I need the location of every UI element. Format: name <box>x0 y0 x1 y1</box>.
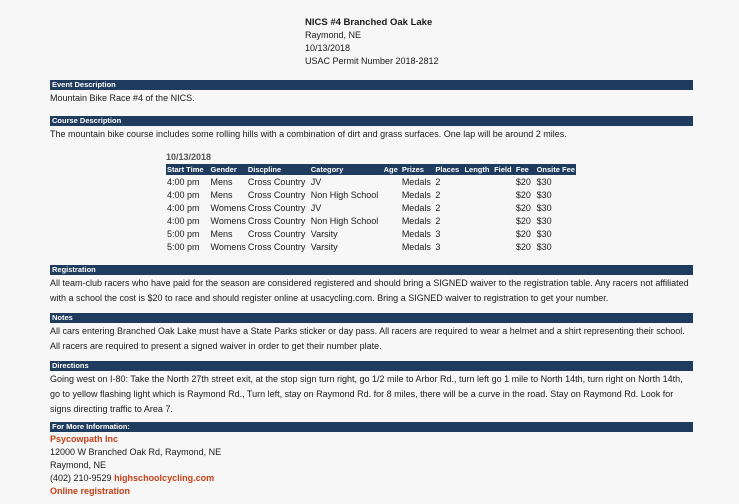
table-cell: $30 <box>536 202 552 213</box>
registration-heading: Registration <box>50 265 693 275</box>
notes-text: All cars entering Branched Oak Lake must have a State Parks sticker or day pass. All racers are required to wear a helmet and a shirt representing their school. All racers are required to present a signed waiver in order to get their number plate. <box>50 326 685 351</box>
table-cell: Cross Country <box>247 228 306 239</box>
table-cell: Varsity <box>310 241 338 252</box>
table-cell: Mens <box>210 228 233 239</box>
table-cell: 4:00 pm <box>167 176 200 187</box>
table-cell <box>493 214 515 227</box>
table-cell: JV <box>310 176 322 187</box>
event-description-section <box>50 80 693 106</box>
organizer-city: Raymond, NE <box>50 460 107 470</box>
table-cell: JV <box>310 202 322 213</box>
notes-section <box>50 313 693 354</box>
column-header: Discpline <box>247 164 310 175</box>
table-cell: Cross Country <box>247 176 306 187</box>
table-cell: $20 <box>515 241 531 252</box>
table-cell: Medals <box>401 189 431 200</box>
column-header: Prizes <box>401 164 435 175</box>
column-header: Gender <box>209 164 246 175</box>
column-header: Fee <box>515 164 536 175</box>
organizer-address: 12000 W Branched Oak Rd, Raymond, NE <box>50 447 222 457</box>
table-cell <box>463 214 493 227</box>
course-description-heading: Course Description <box>50 116 693 126</box>
column-header: Category <box>310 164 383 175</box>
table-cell: 2 <box>435 189 441 200</box>
event-description-heading: Event Description <box>50 80 693 90</box>
table-cell: Cross Country <box>247 189 306 200</box>
organizer-contact <box>50 472 693 485</box>
table-row <box>166 188 576 201</box>
table-cell <box>463 175 493 188</box>
registration-text: All team-club racers who have paid for the season are considered registered and should bring a SIGNED waiver to the registration table. Any racers not affiliated with a school the cost is $20 to race and should register online at usacycling.com. Bring a SIGNED waiver to registration to get your number. <box>50 278 689 303</box>
table-cell: Womens <box>210 241 246 252</box>
table-cell: Medals <box>401 176 431 187</box>
table-cell <box>463 240 493 253</box>
directions-text: Going west on I-80: Take the North 27th street exit, at the stop sign turn right, go 1/2 mile to Arbor Rd., turn left go 1 mile to North 14th, turn right on North 14th, go to yellow flashing light which is Raymond Rd., Turn left, stay on Raymond Rd. for 8 miles, there will be a curve in the road. Stay on Raymond Rd. Look for signs directing traffic to Area 7. <box>50 374 683 414</box>
website-link[interactable]: highschoolcycling.com <box>114 473 215 483</box>
race-table <box>166 164 576 253</box>
table-row <box>166 227 576 240</box>
table-row <box>166 240 576 253</box>
organizer-phone: (402) 210-9529 <box>50 473 112 483</box>
table-row <box>166 201 576 214</box>
table-cell: 4:00 pm <box>167 189 200 200</box>
table-cell: 3 <box>435 241 441 252</box>
more-info-section <box>50 422 693 498</box>
table-cell: Cross Country <box>247 241 306 252</box>
table-cell: Varsity <box>310 228 338 239</box>
table-cell: 2 <box>435 215 441 226</box>
table-cell: 5:00 pm <box>167 241 200 252</box>
table-cell: 4:00 pm <box>167 215 200 226</box>
race-table-header <box>166 164 576 175</box>
table-cell: $20 <box>515 176 531 187</box>
table-cell: Womens <box>210 215 246 226</box>
table-cell: $30 <box>536 241 552 252</box>
course-description-text: The mountain bike course includes some rolling hills with a combination of dirt and grass surfaces. One lap will be around 2 miles. <box>50 129 567 139</box>
event-location: Raymond, NE <box>305 30 362 40</box>
table-cell <box>463 227 493 240</box>
table-cell: Medals <box>401 215 431 226</box>
organizer-link[interactable]: Psycowpath Inc <box>50 434 119 444</box>
table-cell: 2 <box>435 202 441 213</box>
table-cell: Mens <box>210 189 233 200</box>
table-cell <box>383 201 401 214</box>
table-cell <box>383 188 401 201</box>
table-cell: Non High School <box>310 215 379 226</box>
column-header: Length <box>463 164 493 175</box>
table-cell: $20 <box>515 228 531 239</box>
event-header <box>305 16 439 68</box>
table-cell <box>463 188 493 201</box>
column-header: Start Time <box>166 164 209 175</box>
table-cell: Cross Country <box>247 202 306 213</box>
course-description-section <box>50 116 693 142</box>
column-header: Age <box>383 164 401 175</box>
table-row <box>166 175 576 188</box>
table-cell <box>493 201 515 214</box>
event-title: NICS #4 Branched Oak Lake <box>305 17 433 28</box>
table-cell: 3 <box>435 228 441 239</box>
table-cell <box>493 240 515 253</box>
table-row <box>166 214 576 227</box>
table-cell <box>493 227 515 240</box>
table-cell: 5:00 pm <box>167 228 200 239</box>
table-cell <box>383 175 401 188</box>
table-cell <box>383 227 401 240</box>
race-date: 10/13/2018 <box>166 152 212 162</box>
column-header: Field <box>493 164 515 175</box>
table-cell: Mens <box>210 176 233 187</box>
race-table-body <box>166 175 576 253</box>
table-cell: $20 <box>515 202 531 213</box>
table-cell: 2 <box>435 176 441 187</box>
table-cell: Womens <box>210 202 246 213</box>
table-cell: 4:00 pm <box>167 202 200 213</box>
column-header: Places <box>434 164 463 175</box>
table-cell <box>383 214 401 227</box>
notes-heading: Notes <box>50 313 693 323</box>
table-cell <box>493 188 515 201</box>
table-cell: Medals <box>401 241 431 252</box>
table-cell: Medals <box>401 228 431 239</box>
table-cell: Cross Country <box>247 215 306 226</box>
event-description-text: Mountain Bike Race #4 of the NICS. <box>50 93 195 103</box>
event-date: 10/13/2018 <box>305 43 351 53</box>
column-header: Onsite Fee <box>536 165 575 174</box>
registration-section <box>50 265 693 306</box>
table-cell: $30 <box>536 215 552 226</box>
table-cell: $30 <box>536 176 552 187</box>
event-permit: USAC Permit Number 2018-2812 <box>305 56 439 66</box>
table-cell <box>463 201 493 214</box>
more-info-heading: For More Information: <box>50 422 693 432</box>
table-cell: Non High School <box>310 189 379 200</box>
directions-heading: Directions <box>50 361 693 371</box>
table-cell: $30 <box>536 228 552 239</box>
table-cell: $20 <box>515 215 531 226</box>
table-cell: $30 <box>536 189 552 200</box>
online-registration-link[interactable]: Online registration <box>50 486 131 496</box>
table-cell: $20 <box>515 189 531 200</box>
table-cell: Medals <box>401 202 431 213</box>
directions-section <box>50 361 693 417</box>
table-cell <box>383 240 401 253</box>
race-schedule <box>166 150 576 253</box>
table-cell <box>493 175 515 188</box>
